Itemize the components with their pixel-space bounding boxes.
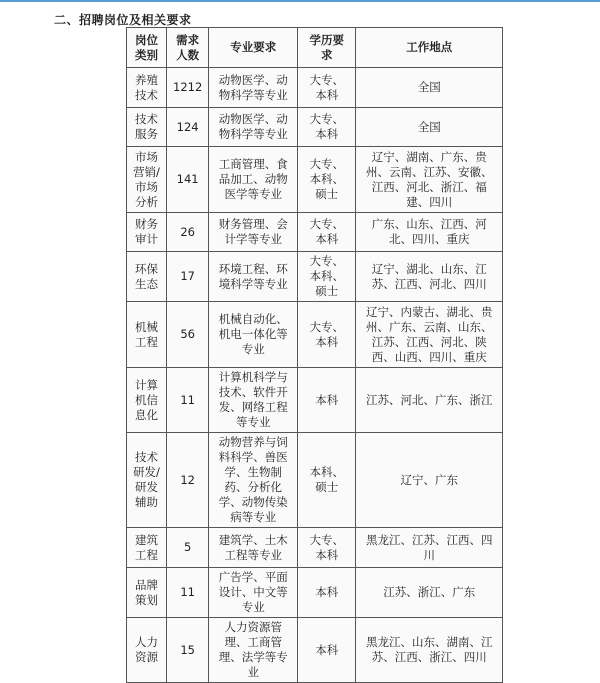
cell-education: 大专、本科: [298, 108, 356, 147]
table-row: [127, 433, 503, 528]
header-major: 专业要求: [209, 28, 298, 68]
cell-education: 大专、本科: [298, 302, 356, 368]
table-row: [127, 68, 503, 108]
table-row: [127, 302, 503, 368]
cell-education: 本科、硕士: [298, 433, 356, 528]
cell-category: 财务审计: [127, 213, 167, 252]
cell-category: 养殖技术: [127, 68, 167, 108]
cell-count: 26: [167, 213, 209, 252]
header-category: 岗位类别: [127, 28, 167, 68]
cell-location: 黑龙江、山东、湖南、江苏、江西、浙江、四川: [356, 618, 503, 683]
cell-major: 动物营养与饲料科学、兽医学、生物制药、分析化学、动物传染病等专业: [209, 433, 298, 528]
cell-count: 56: [167, 302, 209, 368]
table-row: [127, 528, 503, 568]
cell-count: 11: [167, 568, 209, 618]
cell-category: 计算机信息化: [127, 368, 167, 433]
job-requirements-table: [126, 27, 503, 683]
table-row: [127, 213, 503, 252]
cell-count: 11: [167, 368, 209, 433]
cell-major: 广告学、平面设计、中文等专业: [209, 568, 298, 618]
cell-education: 本科: [298, 368, 356, 433]
cell-location: 全国: [356, 68, 503, 108]
table-row: [127, 368, 503, 433]
cell-location: 辽宁、湖北、山东、江苏、江西、河北、四川: [356, 252, 503, 302]
cell-location: 江苏、浙江、广东: [356, 568, 503, 618]
cell-major: 工商管理、食品加工、动物医学等专业: [209, 147, 298, 213]
table-row: [127, 147, 503, 213]
cell-category: 建筑工程: [127, 528, 167, 568]
cell-category: 技术研发/研发辅助: [127, 433, 167, 528]
cell-location: 辽宁、湖南、广东、贵州、云南、江苏、安徽、江西、河北、浙江、福建、四川: [356, 147, 503, 213]
cell-count: 1212: [167, 68, 209, 108]
cell-location: 辽宁、内蒙古、湖北、贵州、广东、云南、山东、江苏、江西、河北、陕西、山西、四川、重庆: [356, 302, 503, 368]
cell-location: 全国: [356, 108, 503, 147]
cell-education: 本科: [298, 618, 356, 683]
cell-major: 机械自动化、机电一体化等专业: [209, 302, 298, 368]
table-row: [127, 618, 503, 683]
cell-location: 黑龙江、江苏、江西、四川: [356, 528, 503, 568]
cell-major: 计算机科学与技术、软件开发、网络工程等专业: [209, 368, 298, 433]
cell-category: 市场营销/市场分析: [127, 147, 167, 213]
cell-category: 环保生态: [127, 252, 167, 302]
cell-location: 江苏、河北、广东、浙江: [356, 368, 503, 433]
cell-category: 技术服务: [127, 108, 167, 147]
table-row: [127, 568, 503, 618]
table-row: [127, 252, 503, 302]
cell-education: 本科: [298, 568, 356, 618]
cell-location: 广东、山东、江西、河北、四川、重庆: [356, 213, 503, 252]
cell-category: 人力资源: [127, 618, 167, 683]
cell-count: 17: [167, 252, 209, 302]
cell-category: 机械工程: [127, 302, 167, 368]
cell-education: 大专、本科、硕士: [298, 252, 356, 302]
cell-education: 大专、本科: [298, 213, 356, 252]
cell-count: 12: [167, 433, 209, 528]
cell-major: 动物医学、动物科学等专业: [209, 108, 298, 147]
cell-major: 建筑学、土木工程等专业: [209, 528, 298, 568]
cell-location: 辽宁、广东: [356, 433, 503, 528]
section-heading: 二、招聘岗位及相关要求: [54, 13, 192, 27]
cell-education: 大专、本科、硕士: [298, 147, 356, 213]
header-location: 工作地点: [356, 28, 503, 68]
cell-education: 大专、本科: [298, 68, 356, 108]
cell-major: 人力资源管理、工商管理、法学等专业: [209, 618, 298, 683]
table-header-row: [127, 28, 503, 68]
cell-count: 15: [167, 618, 209, 683]
header-count: 需求人数: [167, 28, 209, 68]
header-education: 学历要求: [298, 28, 356, 68]
cell-count: 124: [167, 108, 209, 147]
cell-count: 5: [167, 528, 209, 568]
top-divider: [0, 0, 600, 2]
cell-major: 环境工程、环境科学等专业: [209, 252, 298, 302]
cell-category: 品牌策划: [127, 568, 167, 618]
cell-major: 动物医学、动物科学等专业: [209, 68, 298, 108]
table-row: [127, 108, 503, 147]
cell-major: 财务管理、会计学等专业: [209, 213, 298, 252]
cell-count: 141: [167, 147, 209, 213]
cell-education: 大专、本科: [298, 528, 356, 568]
